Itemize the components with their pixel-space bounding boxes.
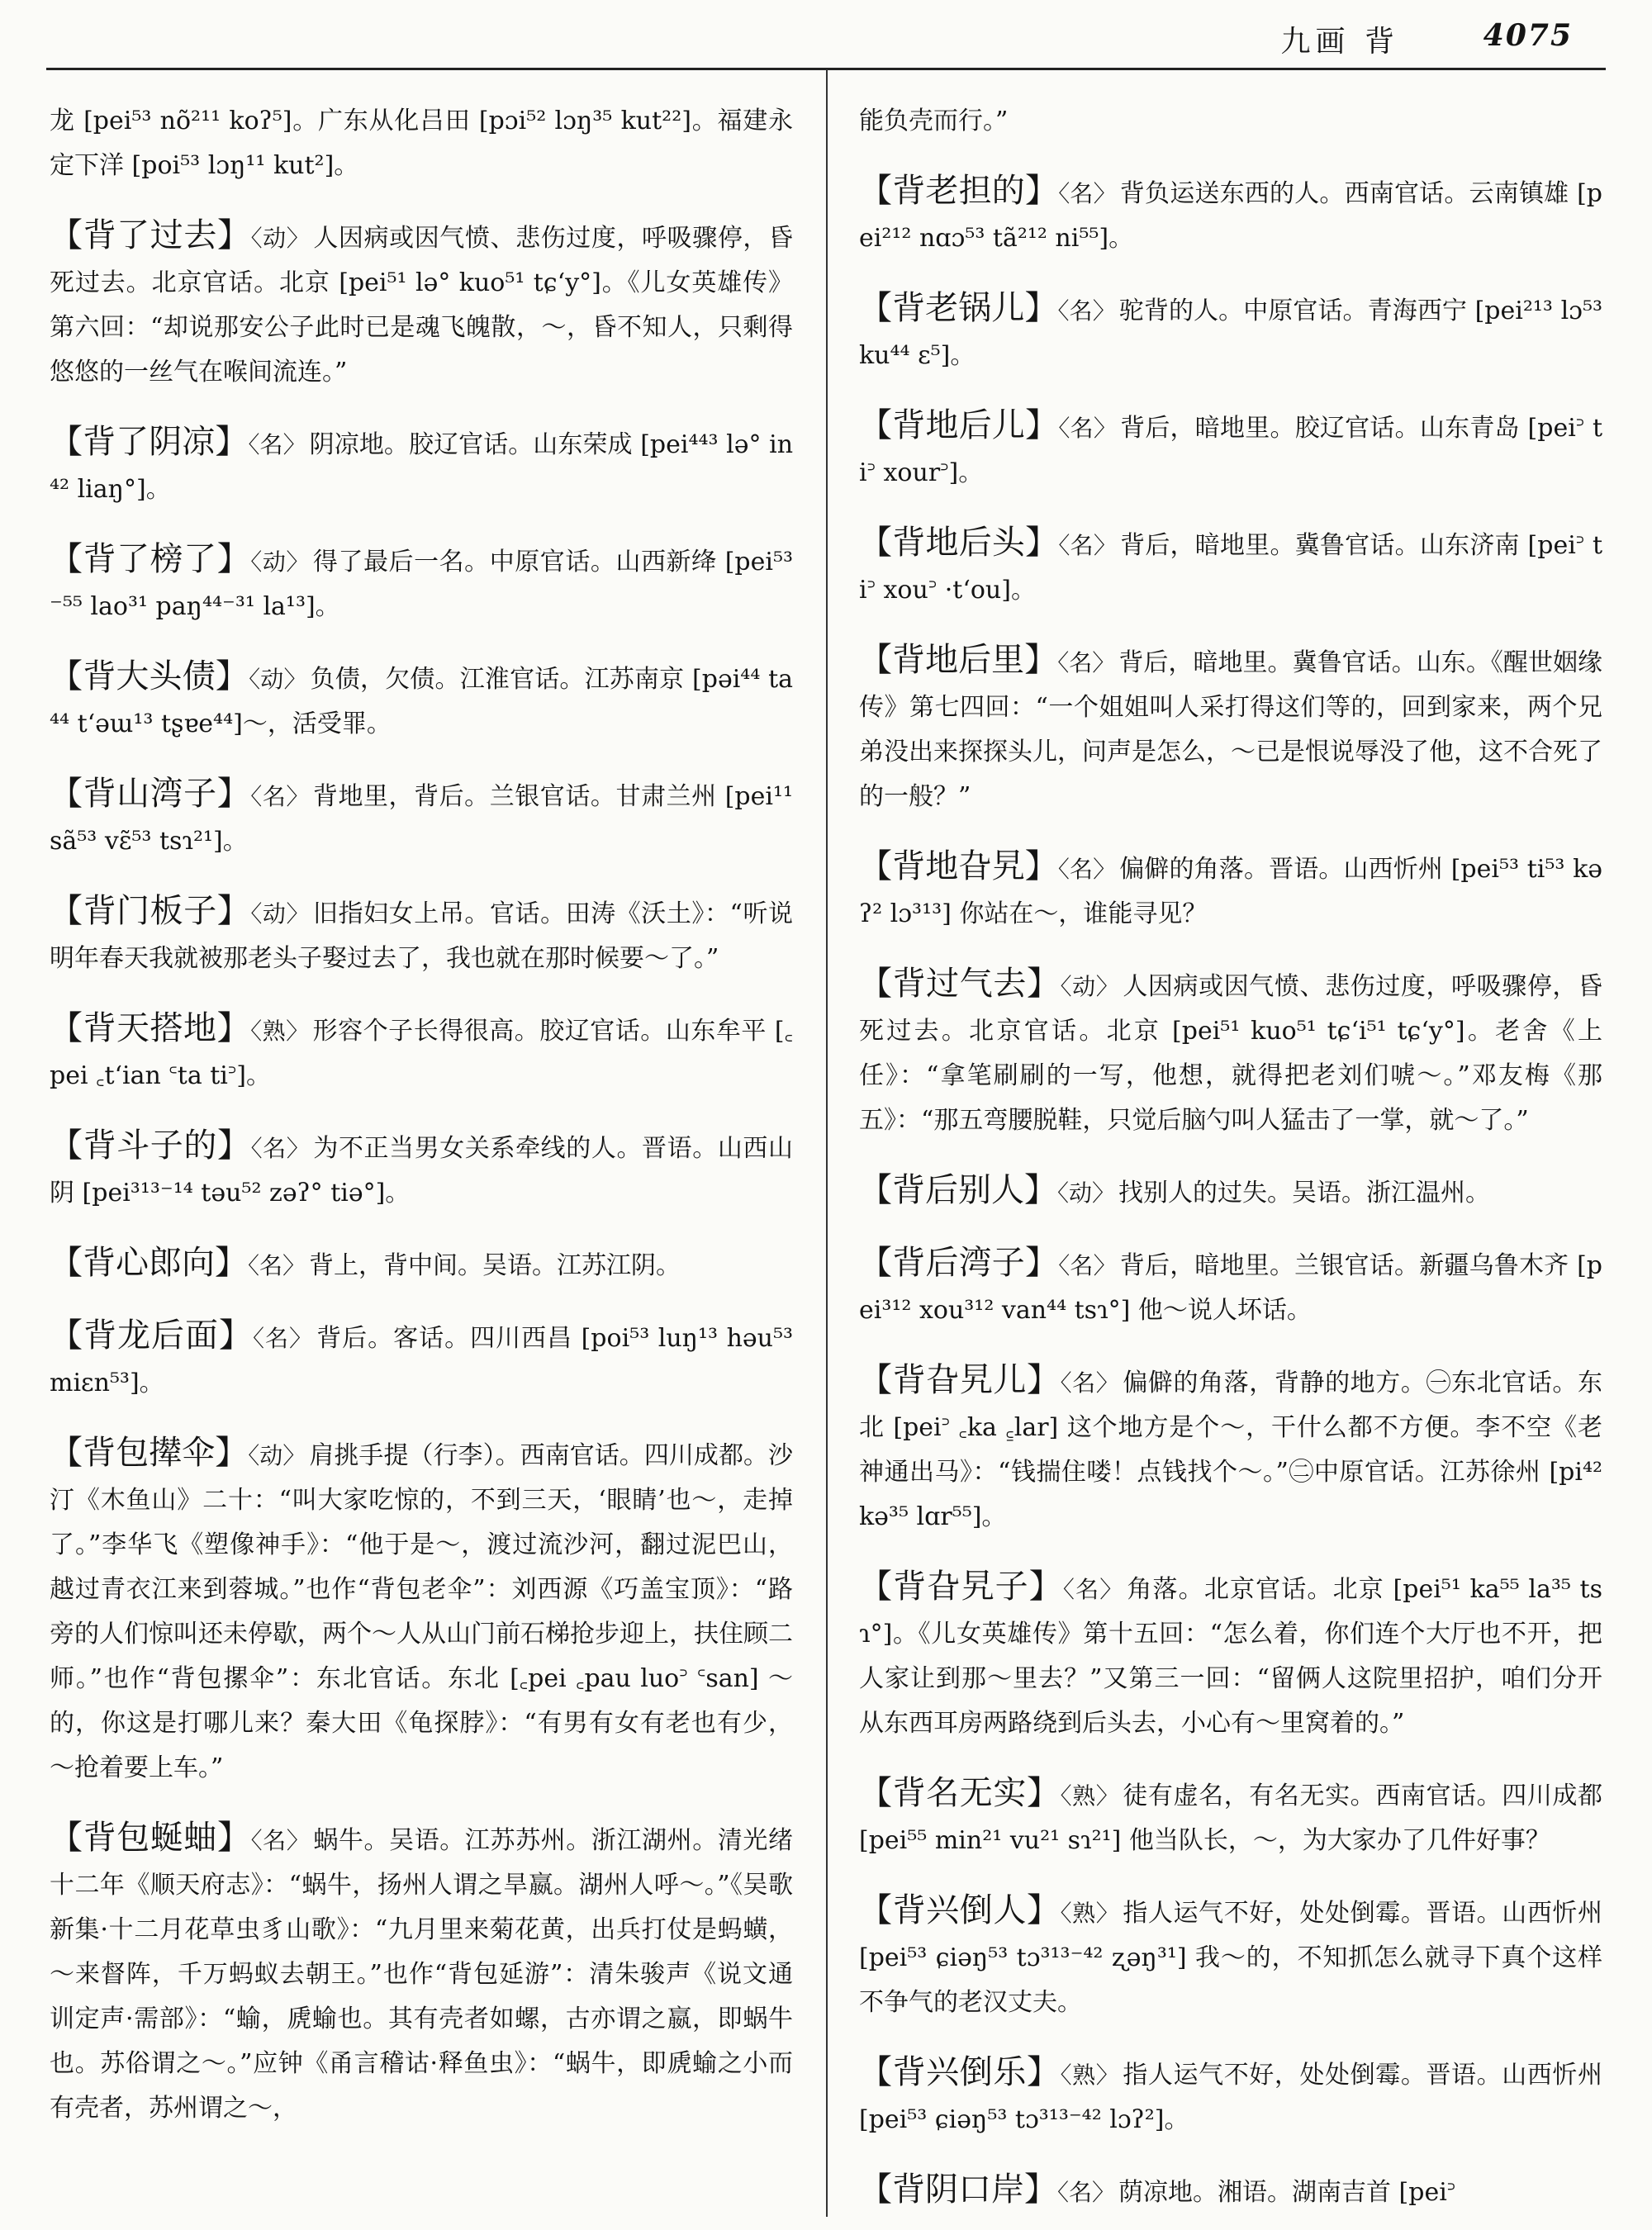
entry-headword: 【 背名无实 】 [859,1774,1061,1812]
entry-headword: 【 背地后里 】 [859,641,1057,679]
entry-definition: 背后，暗地里。兰银官话。新疆乌鲁木齐 [pei³¹² xou³¹² van⁴⁴ tsɿ°] 他～说人坏话。 [859,1251,1602,1325]
entry-continuation [859,99,1602,144]
part-of-speech: 〈名〉 [1057,2179,1116,2206]
dictionary-entry [859,2050,1602,2142]
entry-definition: 负债，欠债。江淮官话。江苏南京 [pəi⁴⁴ ta⁴⁴ tʻəɯ¹³ tʂɐe⁴⁴]～，活受罪。 [50,665,793,738]
entry-definition: 徒有虚名，有名无实。西南官话。四川成都 [pei⁵⁵ min²¹ vu²¹ sɿ²¹] 他当队长，～，为大家办了几件好事？ [859,1782,1602,1855]
entry-definition: 荫凉地。湘语。湖南吉首 [pei꜄ [1118,2178,1456,2207]
entry-definition: 指人运气不好，处处倒霉。晋语。山西忻州 [pei⁵³ ɕiəŋ⁵³ tɔ³¹³⁻⁴² ʐəŋ³¹] 我～的，不知抓怎么就寻下真个这样不争气的老汉丈夫。 [859,1899,1602,2017]
entry-definition: 找别人的过失。吴语。浙江温州。 [1118,1179,1491,1208]
dictionary-entry [50,1241,793,1288]
entry-headword: 【 背地后头 】 [859,524,1058,562]
part-of-speech: 〈动〉 [1057,1179,1116,1207]
entry-headword: 【 背了榜了 】 [50,540,250,578]
dictionary-entry [50,537,793,629]
dictionary-entry [50,1431,793,1791]
entry-headword: 【 背斗子的 】 [50,1127,251,1165]
dictionary-entry [859,520,1602,613]
entry-definition: 角落。北京官话。北京 [pei⁵¹ ka⁵⁵ la³⁵ tsɿ°]。《儿女英雄传》第十五回：“怎么着，你们连个大厅也不开，把人家让到那～里去？”又第三一回：“留俩人这院里招护，咱们分开从东西耳房两路绕到后头去，小心有～里窝着的。” [859,1575,1602,1738]
entry-definition: 人因病或因气愤、悲伤过度，呼吸骤停，昏死过去。北京官话。北京 [pei⁵¹ kuo⁵¹ tɕʻi⁵¹ tɕʻy°]。老舍《上任》：“拿笔刷刷的一写，他想，就得把老刘们唬～。”邓友梅《那五》：“那五弯腰脱鞋，只觉后脑勺叫人猛击了一掌，就～了。” [859,972,1602,1135]
part-of-speech: 〈动〉 [250,225,311,252]
entry-definition: 背后，暗地里。胶辽官话。山东青岛 [pei꜄ ti꜄ xour꜄]。 [859,414,1602,487]
entry-headword: 【 背过气去 】 [859,965,1061,1003]
right-column [859,74,1602,2222]
entry-headword: 【 背后别人 】 [859,1171,1057,1209]
entry-headword: 【 背天搭地 】 [50,1009,250,1047]
part-of-speech: 〈名〉 [1058,1252,1117,1279]
entry-headword: 【 背地后儿 】 [859,406,1058,444]
dictionary-entry [50,1006,793,1098]
entry-headword: 【 背老担的 】 [859,172,1058,210]
entry-definition: 得了最后一名。中原官话。山西新绛 [pei⁵³⁻⁵⁵ lao³¹ paŋ⁴⁴⁻³¹ la¹³]。 [50,548,793,621]
entry-headword: 【 背地旮旯 】 [859,847,1058,885]
part-of-speech: 〈名〉 [1057,297,1116,325]
entry-headword: 【 背旮旯儿 】 [859,1361,1061,1399]
entry-definition: 驼背的人。中原官话。青海西宁 [pei²¹³ lɔ⁵³ ku⁴⁴ ɛ⁵]。 [859,297,1602,370]
dictionary-entry [859,1358,1602,1540]
part-of-speech: 〈名〉 [1058,180,1117,207]
entry-definition: 背后，暗地里。冀鲁官话。山东。《醒世姻缘传》第七四回：“一个姐姐叫人采打得这们等的，回到家来，两个兄弟没出来探探头儿，问声是怎么，～已是恨说辱没了他，这不合死了的一般？” [859,648,1602,811]
dictionary-entry [859,168,1602,261]
part-of-speech: 〈熟〉 [1060,1782,1120,1810]
entry-definition: 指人运气不好，处处倒霉。晋语。山西忻州 [pei⁵³ ɕiəŋ⁵³ tɔ³¹³⁻⁴² lɔʔ²]。 [859,2061,1602,2134]
dictionary-entry [50,1123,793,1216]
dictionary-entry [50,654,793,747]
part-of-speech: 〈动〉 [248,1442,306,1469]
section-label: 九画 背 [1280,25,1399,59]
part-of-speech: 〈熟〉 [1060,2062,1120,2089]
entry-definition: 蜗牛。吴语。江苏苏州。浙江湖州。清光绪十二年《顺天府志》：“蜗牛，扬州人谓之旱嬴。湖州人呼～。”《吴歌新集·十二月花草虫豸山歌》：“九月里来菊花黄，出兵打仗是蚂蟥，～来督阵，千万蚂蚁去朝王。”也作“背包延游”：清朱骏声《说文通训定声·需部》：“蝓，虒蝓也。其有壳者如螺，古亦谓之嬴，即蜗牛也。苏俗谓之～。”应钟《甬言稽诂·释鱼虫》：“蜗牛，即虒蝓之小而有壳者，苏州谓之～， [50,1826,793,2123]
entry-headword: 【 背山湾子 】 [50,775,250,813]
part-of-speech: 〈名〉 [250,783,310,810]
entry-definition: 为不正当男女关系牵线的人。晋语。山西山阴 [pei³¹³⁻¹⁴ təu⁵² zəʔ° tiə°]。 [50,1134,793,1208]
entry-definition: 偏僻的角落。晋语。山西忻州 [pei⁵³ ti⁵³ kəʔ² lɔ³¹³] 你站在～，谁能寻见？ [859,855,1602,928]
part-of-speech: 〈名〉 [1058,415,1118,442]
part-of-speech: 〈名〉 [1058,532,1118,559]
entry-headword: 【 背心郎向 】 [50,1244,248,1282]
entry-definition: 形容个子长得很高。胶辽官话。山东牟平 [꜀pei ꜀tʻian ꜂ta ti꜄]。 [50,1017,793,1090]
entry-definition: 龙 [pei⁵³ nõ²¹¹ koʔ⁵]。广东从化吕田 [pɔi⁵² lɔŋ³⁵ kut²²]。福建永定下洋 [poi⁵³ lɔŋ¹¹ kut²]。 [50,107,793,180]
entry-headword: 【 背老锅儿 】 [859,289,1058,327]
entry-definition: 背后，暗地里。冀鲁官话。山东济南 [pei꜄ ti꜄ xou꜄ ·tʻou]。 [859,531,1602,605]
dictionary-entry [859,638,1602,819]
dictionary-entry [859,844,1602,937]
dictionary-entry [859,1168,1602,1216]
entry-definition: 偏僻的角落，背静的地方。㊀东北官话。东北 [pei꜄ ꜀ka ꜁lar] 这个地方是个～，干什么都不方便。李不空《老神通出马》：“钱揣住喽！点钱找个～。”㊁中原官话。江苏徐州 [pi⁴² kə³⁵ lɑr⁵⁵]。 [859,1369,1602,1531]
entry-definition: 背上，背中间。吴语。江苏江阴。 [309,1251,681,1280]
entry-headword: 【 背兴倒人 】 [859,1891,1061,1929]
entry-definition: 背后。客话。四川西昌 [poi⁵³ luŋ¹³ həu⁵³ miɛn⁵³]。 [50,1324,793,1397]
entry-definition: 旧指妇女上吊。官话。田涛《沃土》：“听说明年春天我就被那老头子娶过去了，我也就在那时候要～了。” [50,899,793,973]
entry-headword: 【 背大头债 】 [50,657,249,695]
page-header [46,0,1606,70]
entry-headword: 【 背龙后面 】 [50,1317,253,1355]
part-of-speech: 〈熟〉 [1060,1900,1120,1927]
part-of-speech: 〈动〉 [249,666,307,693]
part-of-speech: 〈动〉 [250,548,310,576]
entry-definition: 人因病或因气愤、悲伤过度，呼吸骤停，昏死过去。北京官话。北京 [pei⁵¹ lə° kuo⁵¹ tɕʻy°]。《儿女英雄传》第六回：“却说那安公子此时已是魂飞魄散，～，昏不知人，只剩得悠悠的一丝气在喉间流连。” [50,224,793,387]
dictionary-entry [50,771,793,864]
column-divider [826,69,828,2217]
entry-definition: 背地里，背后。兰银官话。甘肃兰州 [pei¹¹ sã⁵³ vɛ̃⁵³ tsɿ²¹]。 [50,782,793,856]
entry-definition: 阴凉地。胶辽官话。山东荣成 [pei⁴⁴³ lə° in⁴² liaŋ°]。 [50,430,793,504]
dictionary-entry [859,2167,1602,2215]
dictionary-entry [50,1313,793,1406]
entry-continuation [50,99,793,188]
entry-definition: 背负运送东西的人。西南官话。云南镇雄 [pei²¹² nɑɔ⁵³ tã²¹² ni⁵⁵]。 [859,179,1602,253]
dictionary-entry [859,1241,1602,1333]
entry-headword: 【 背包蜒蚰 】 [50,1819,251,1857]
part-of-speech: 〈名〉 [250,1827,311,1854]
entry-headword: 【 背后湾子 】 [859,1244,1058,1282]
part-of-speech: 〈名〉 [1057,856,1117,883]
dictionary-entry [50,213,793,395]
entry-headword: 【 背旮旯子 】 [859,1568,1063,1606]
entry-headword: 【 背了过去 】 [50,216,251,254]
dictionary-entry [50,420,793,512]
dictionary-entry [859,1771,1602,1863]
part-of-speech: 〈名〉 [1060,1369,1120,1397]
part-of-speech: 〈熟〉 [250,1018,310,1045]
dictionary-entry [859,1888,1602,2025]
dictionary-entry [50,889,793,981]
dictionary-entry [859,1564,1602,1746]
entry-headword: 【 背阴口岸 】 [859,2171,1057,2209]
part-of-speech: 〈名〉 [1062,1576,1124,1603]
entry-headword: 【 背包撵伞 】 [50,1434,248,1472]
part-of-speech: 〈动〉 [1060,973,1120,1000]
entry-headword: 【 背兴倒乐 】 [859,2053,1061,2091]
dictionary-entry [859,403,1602,496]
entry-headword: 【 背门板子 】 [50,892,250,930]
entry-headword: 【 背了阴凉 】 [50,423,248,461]
dictionary-entry [50,1815,793,2131]
entry-definition: 能负壳而行。” [859,107,1009,135]
dictionary-entry [859,286,1602,378]
part-of-speech: 〈名〉 [250,1135,311,1162]
entry-definition: 肩挑手提（行李）。西南官话。四川成都。沙汀《木鱼山》二十：“叫大家吃惊的，不到三天，‘眼睛’也～，走掉了。”李华飞《塑像神手》：“他于是～，渡过流沙河，翻过泥巴山，越过青衣江来到蓉城。”也作“背包老伞”：刘西源《巧盖宝顶》：“路旁的人们惊叫还未停歇，两个～人从山门前石梯抢步迎上，扶住顾二师。”也作“背包摞伞”：东北官话。东北 [꜀pei ꜀pau luo꜄ ꜂san] ～的，你这是打哪儿来？秦大田《龟探脖》：“有男有女有老也有少，～抢着要上车。” [50,1441,793,1782]
part-of-speech: 〈名〉 [248,1252,306,1279]
left-column [50,74,793,2222]
page-number: 4075 [1483,18,1573,53]
part-of-speech: 〈名〉 [253,1325,314,1352]
part-of-speech: 〈动〉 [250,900,311,928]
part-of-speech: 〈名〉 [248,431,306,458]
dictionary-entry [859,961,1602,1143]
part-of-speech: 〈名〉 [1057,649,1116,676]
